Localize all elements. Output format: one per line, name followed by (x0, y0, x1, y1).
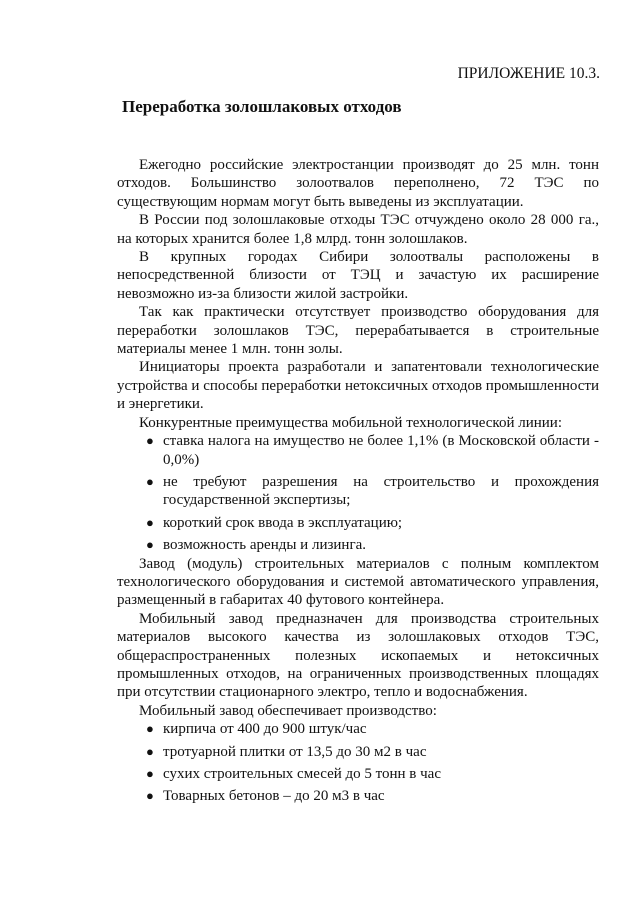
appendix-label: ПРИЛОЖЕНИЕ 10.3. (457, 65, 600, 82)
bullet-icon: ● (146, 537, 154, 553)
list-item-text: короткий срок ввода в эксплуатацию; (163, 514, 403, 531)
paragraph-module: Завод (модуль) строительных материалов с полным комплектом технологического оборудования и системой автоматического управления, размещенный в габаритах 40 футового контейнера. (117, 555, 599, 609)
list-item-text: Товарных бетонов – до 20 м3 в час (163, 788, 385, 805)
paragraph-products-heading: Мобильный завод обеспечивает производство: (139, 702, 437, 719)
bullet-icon: ● (146, 743, 154, 759)
list-item (146, 536, 599, 554)
bullet-icon: ● (146, 766, 154, 781)
bullet-icon: ● (146, 433, 154, 449)
list-item (146, 473, 599, 510)
list-item-text: тротуарной плитки от 13,5 до 30 м2 в час (163, 743, 427, 760)
bullet-icon: ● (146, 788, 154, 804)
list-item (146, 432, 599, 469)
paragraph-equipment-lack: Так как практически отсутствует производство оборудования для переработки золошлаков ТЭС, перерабатывается в строительные материалы менее 1 млн. тонн золы. (117, 304, 599, 358)
list-item (146, 720, 599, 738)
products-list (117, 720, 599, 806)
document-title: Переработка золошлаковых отходов (122, 97, 402, 116)
paragraph-initiators: Инициаторы проекта разработали и запатентовали технологические устройства и способы переработки нетоксичных отходов промышленности и энергетики. (117, 359, 599, 413)
list-item-text: ставка налога на имущество не более 1,1% (в Московской области - 0,0%) (163, 433, 599, 468)
list-item-text: кирпича от 400 до 900 штук/час (163, 721, 367, 738)
bullet-icon: ● (146, 514, 154, 530)
list-item (146, 765, 599, 783)
paragraph-land-area: В России под золошлаковые отходы ТЭС отчуждено около 28 000 га., на которых хранится более 1,8 млрд. тонн золошлаков. (117, 212, 599, 247)
bullet-icon: ● (146, 473, 154, 489)
paragraph-advantages-heading: Конкурентные преимущества мобильной технологической линии: (139, 414, 562, 431)
list-item (146, 787, 599, 805)
document-body (117, 156, 599, 806)
paragraph-siberia: В крупных городах Сибири золоотвалы расположены в непосредственной близости от ТЭЦ и зачастую их расширение невозможно из-за близости жилой застройки. (117, 249, 599, 302)
list-item (146, 514, 599, 532)
paragraph-annual-waste: Ежегодно российские электростанции производят до 25 млн. тонн отходов. Большинство золоотвалов переполнено, 72 ТЭС по существующим нормам могут быть выведены из эксплуатации. (117, 157, 599, 210)
list-item-text: возможность аренды и лизинга. (163, 537, 367, 554)
advantages-list (117, 432, 599, 554)
list-item-text: сухих строительных смесей до 5 тонн в час (163, 766, 441, 782)
bullet-icon: ● (146, 721, 154, 737)
list-item (146, 743, 599, 761)
list-item-text: не требуют разрешения на строительство и прохождения государственной экспертизы; (163, 473, 599, 509)
paragraph-mobile-plant-purpose: Мобильный завод предназначен для производства строительных материалов высокого качества из золошлаковых отходов ТЭС, общераспространенных полезных ископаемых и нетоксичных промышленных отходов, на ограниченных производственных площадях при отсутствии стационарного электро, тепло и водоснабжения. (117, 610, 599, 701)
